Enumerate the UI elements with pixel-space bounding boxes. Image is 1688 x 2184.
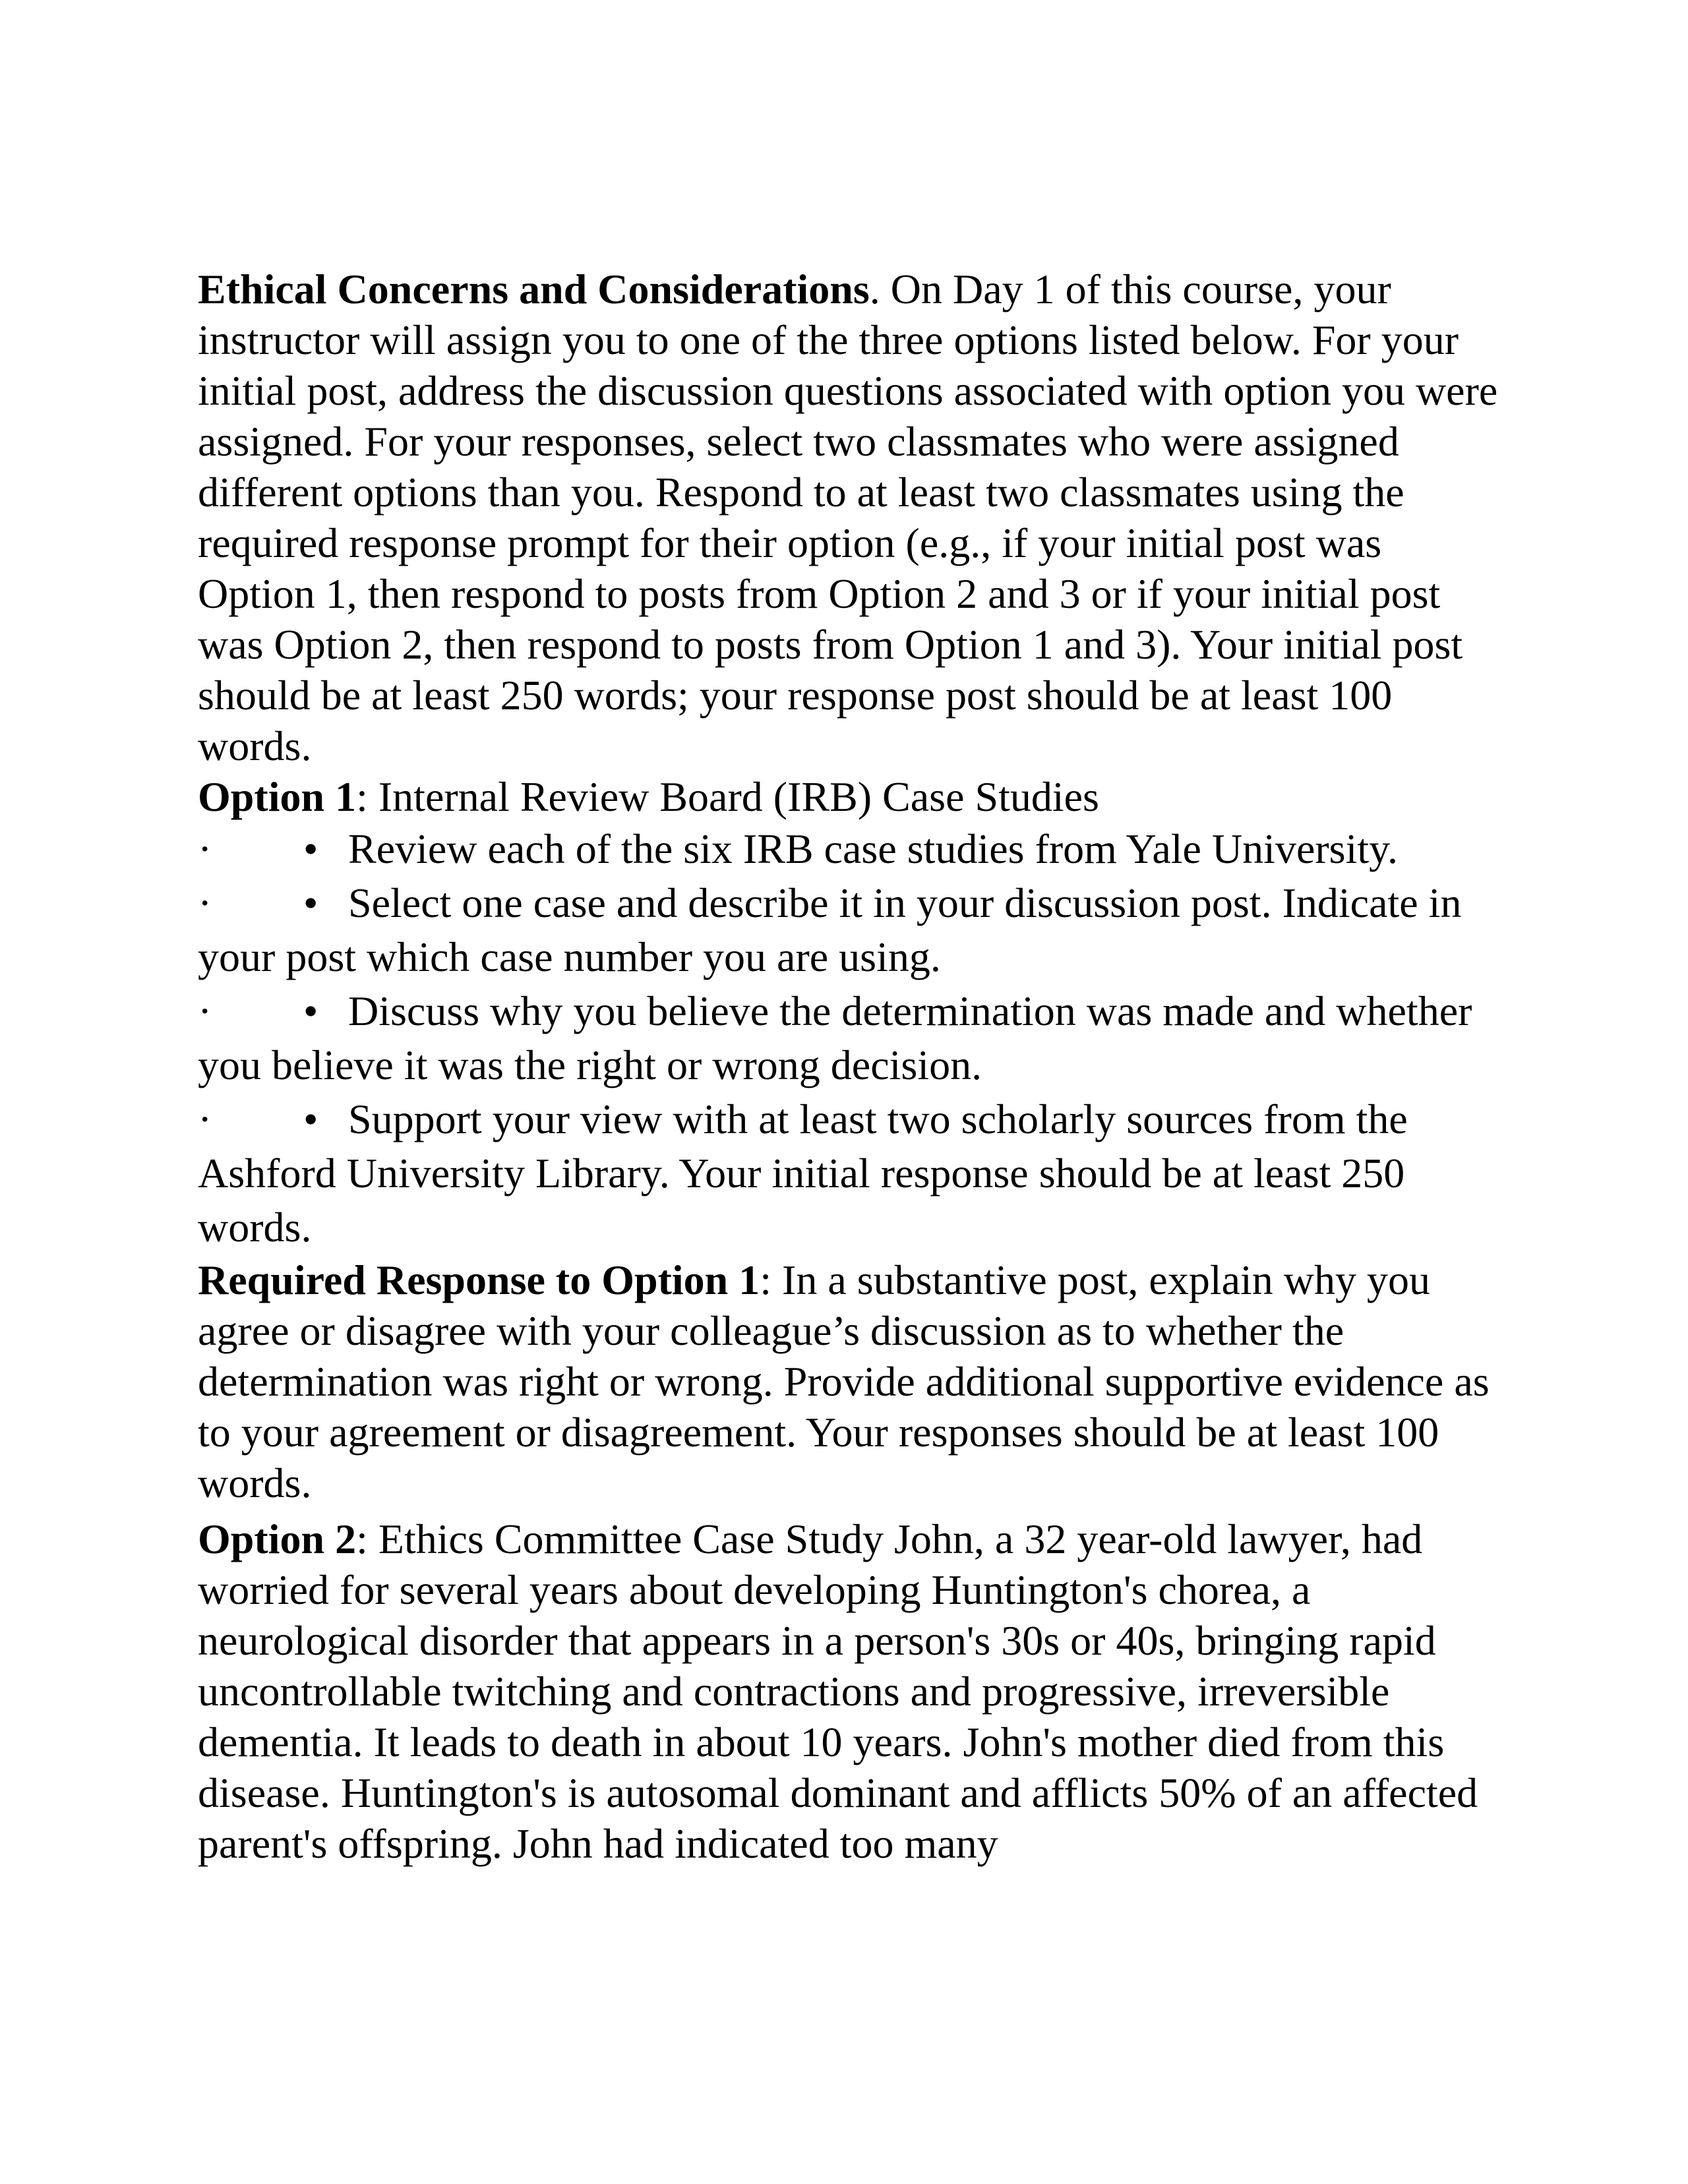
option1-title: : Internal Review Board (IRB) Case Studies [356, 773, 1099, 820]
response1-text: : In a substantive post, explain why you agree or disagree with your colleague’s discussion as to whether the determination was right or wrong. Provide additional supportive evidence as to your agreement or disagreement. Your responses should be at least 100 words. [198, 1256, 1490, 1506]
option1-item-text: Review each of the six IRB case studies from Yale University. [348, 825, 1398, 872]
option1-item-text: Select one case and describe it in your discussion post. Indicate in your post which case number you are using. [198, 879, 1462, 980]
option1-heading-line [198, 771, 1503, 822]
bullet-icon: • [303, 988, 318, 1034]
option1-item-text: Support your view with at least two scholarly sources from the Ashford University Library. Your initial response should be at least 250 words. [198, 1096, 1408, 1251]
response1-label: Required Response to Option 1 [198, 1256, 760, 1303]
bullet-icon: • [303, 825, 318, 872]
bullet-icon: • [303, 879, 318, 926]
option1-item-text: Discuss why you believe the determination was made and whether you believe it was the right or wrong decision. [198, 988, 1472, 1088]
list-marker: · [198, 1096, 212, 1142]
intro-text: . On Day 1 of this course, your instructor will assign you to one of the three options listed below. For your initial post, address the discussion questions associated with option you were assigned. For your responses, select two classmates who were assigned different options than you. Respond to at least two classmates using the required response prompt for their option (e.g., if your initial post was Option 1, then respond to posts from Option 2 and 3 or if your initial post was Option 2, then respond to posts from Option 1 and 3). Your initial post should be at least 250 words; your response post should be at least 100 words. [198, 266, 1498, 769]
bullet-icon: • [303, 1096, 318, 1142]
list-marker: · [198, 879, 212, 926]
option2-text: : Ethics Committee Case Study John, a 32 year-old lawyer, had worried for several years about developing Huntington's chorea, a neurological disorder that appears in a person's 30s or 40s, bringing rapid uncontrollable twitching and contractions and progressive, irreversible dementia. It leads to death in about 10 years. John's mother died from this disease. Huntington's is autosomal dominant and afflicts 50% of an affected parent's offspring. John had indicated too many [198, 1516, 1478, 1867]
option2-paragraph [198, 1514, 1503, 1869]
option1-item [198, 822, 1503, 876]
list-marker: · [198, 825, 212, 872]
option1-label: Option 1 [198, 773, 357, 820]
list-marker: · [198, 988, 212, 1034]
option1-item [198, 984, 1503, 1092]
option1-item [198, 1092, 1503, 1254]
intro-paragraph [198, 264, 1503, 771]
response1-paragraph [198, 1254, 1503, 1508]
option2-label: Option 2 [198, 1516, 357, 1562]
intro-heading: Ethical Concerns and Considerations [198, 266, 870, 312]
option1-item [198, 876, 1503, 984]
document-page [198, 264, 1503, 1869]
